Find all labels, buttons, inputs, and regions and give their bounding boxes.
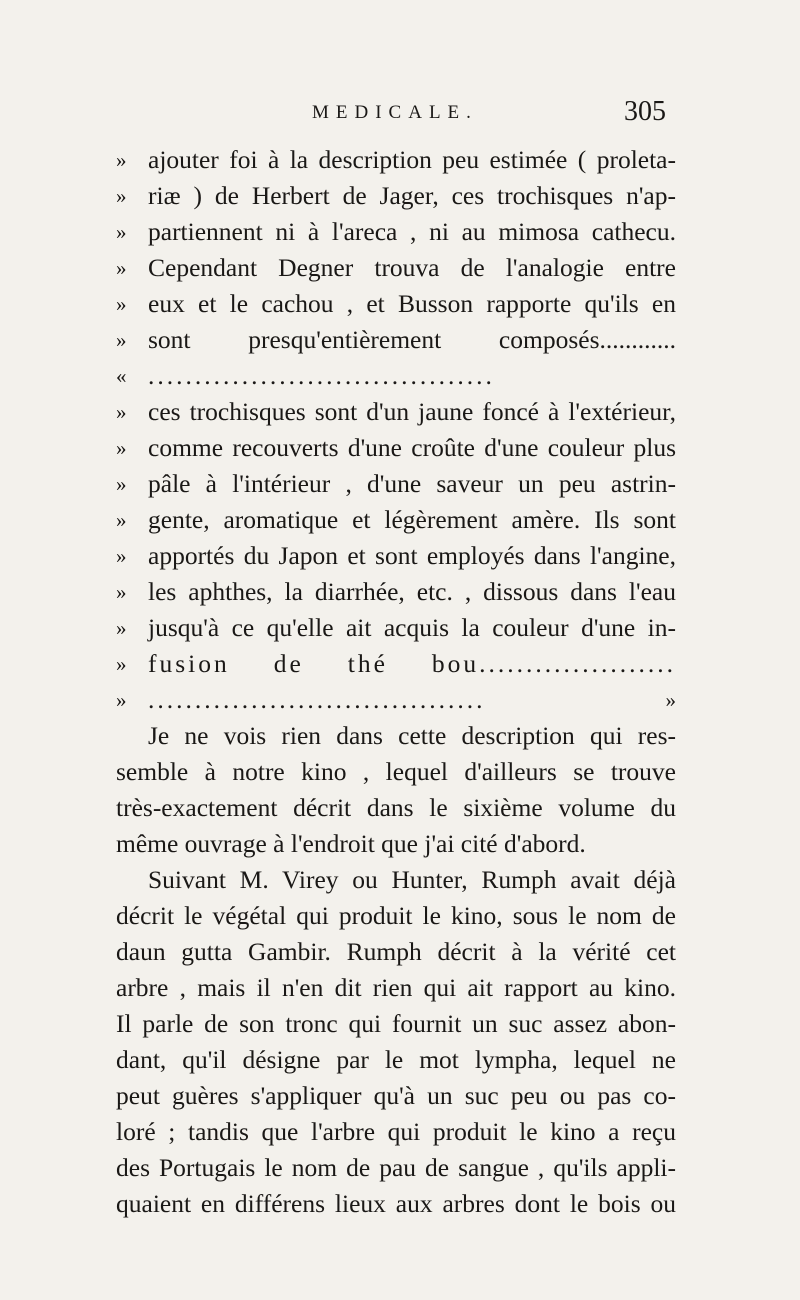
quote-mark: » <box>116 508 127 532</box>
text-line <box>116 898 676 934</box>
text-line <box>116 358 676 394</box>
line-text: ..................................... <box>148 361 495 390</box>
text-line <box>116 430 676 466</box>
text-line <box>116 718 676 754</box>
text-line <box>116 214 676 250</box>
line-text: quaient en différens lieux aux arbres dont le bois ou <box>116 1189 676 1218</box>
line-text: Suivant M. Virey ou Hunter, Rumph avait déjà <box>148 865 676 894</box>
text-line <box>116 970 676 1006</box>
quote-mark: » <box>116 580 127 604</box>
line-text: semble à notre kino , lequel d'ailleurs se trouve <box>116 757 676 786</box>
text-line <box>116 538 676 574</box>
quote-mark: » <box>116 472 127 496</box>
text-line <box>116 646 676 682</box>
text-line <box>116 286 676 322</box>
line-text: les aphthes, la diarrhée, etc. , dissous dans l'eau <box>148 577 676 606</box>
text-line <box>116 862 676 898</box>
text-line <box>116 142 676 178</box>
text-line <box>116 1150 676 1186</box>
text-line <box>116 178 676 214</box>
page-number: 305 <box>624 96 666 127</box>
line-text: gente, aromatique et légèrement amère. Ils sont <box>148 505 676 534</box>
line-text: apportés du Japon et sont employés dans l'angine, <box>148 541 676 570</box>
quote-mark: » <box>116 544 127 568</box>
text-line <box>116 1186 676 1222</box>
text-line <box>116 754 676 790</box>
text-line <box>116 1042 676 1078</box>
line-text: Cependant Degner trouva de l'analogie entre <box>148 253 676 282</box>
line-text: eux et le cachou , et Busson rapporte qu'ils en <box>148 289 676 318</box>
quote-mark: « <box>116 364 127 388</box>
quote-mark: » <box>116 652 127 676</box>
line-text: pâle à l'intérieur , d'une saveur un peu astrin- <box>148 469 676 498</box>
quote-mark: » <box>116 148 127 172</box>
closing-quote-mark: » <box>665 688 676 712</box>
text-line <box>116 826 676 862</box>
text-line <box>116 1114 676 1150</box>
line-text: ajouter foi à la description peu estimée ( proleta- <box>148 145 676 174</box>
quote-mark: » <box>116 400 127 424</box>
quote-mark: » <box>116 220 127 244</box>
line-text: Il parle de son tronc qui fournit un suc assez abon- <box>116 1009 676 1038</box>
text-line <box>116 610 676 646</box>
line-text: .................................... <box>148 685 486 714</box>
line-text: même ouvrage à l'endroit que j'ai cité d'abord. <box>116 829 586 858</box>
line-text: comme recouverts d'une croûte d'une couleur plus <box>148 433 676 462</box>
text-line <box>116 1078 676 1114</box>
quote-mark: » <box>116 328 127 352</box>
running-title: MEDICALE. <box>312 102 478 123</box>
text-line <box>116 1006 676 1042</box>
text-line <box>116 466 676 502</box>
quote-mark: » <box>116 292 127 316</box>
text-line <box>116 322 676 358</box>
text-line <box>116 394 676 430</box>
text-line <box>116 502 676 538</box>
text-line <box>116 790 676 826</box>
quote-mark: » <box>116 184 127 208</box>
line-text: fusion de thé bou..................... <box>148 649 676 678</box>
line-text: peut guères s'appliquer qu'à un suc peu ou pas co- <box>116 1081 676 1110</box>
line-text: arbre , mais il n'en dit rien qui ait rapport au kino. <box>116 973 676 1002</box>
line-text: Je ne vois rien dans cette description qui res- <box>148 721 676 750</box>
line-text: très-exactement décrit dans le sixième volume du <box>116 793 676 822</box>
quote-mark: » <box>116 688 127 712</box>
text-line <box>116 934 676 970</box>
line-text: riæ ) de Herbert de Jager, ces trochisques n'ap- <box>148 181 676 210</box>
line-text: daun gutta Gambir. Rumph décrit à la vérité cet <box>116 937 676 966</box>
quote-mark: » <box>116 436 127 460</box>
line-text: sont presqu'entièrement composés............ <box>148 325 676 354</box>
text-line <box>116 682 676 718</box>
page-header <box>0 96 800 136</box>
line-text: ces trochisques sont d'un jaune foncé à l'extérieur, <box>148 397 676 426</box>
line-text: dant, qu'il désigne par le mot lympha, lequel ne <box>116 1045 676 1074</box>
line-text: loré ; tandis que l'arbre qui produit le kino a reçu <box>116 1117 676 1146</box>
line-text: jusqu'à ce qu'elle ait acquis la couleur d'une in- <box>148 613 676 642</box>
line-text: partiennent ni à l'areca , ni au mimosa cathecu. <box>148 217 676 246</box>
text-line <box>116 250 676 286</box>
quote-mark: » <box>116 616 127 640</box>
quote-mark: » <box>116 256 127 280</box>
line-text: décrit le végétal qui produit le kino, sous le nom de <box>116 901 676 930</box>
line-text: des Portugais le nom de pau de sangue , qu'ils appli- <box>116 1153 676 1182</box>
text-line <box>116 574 676 610</box>
